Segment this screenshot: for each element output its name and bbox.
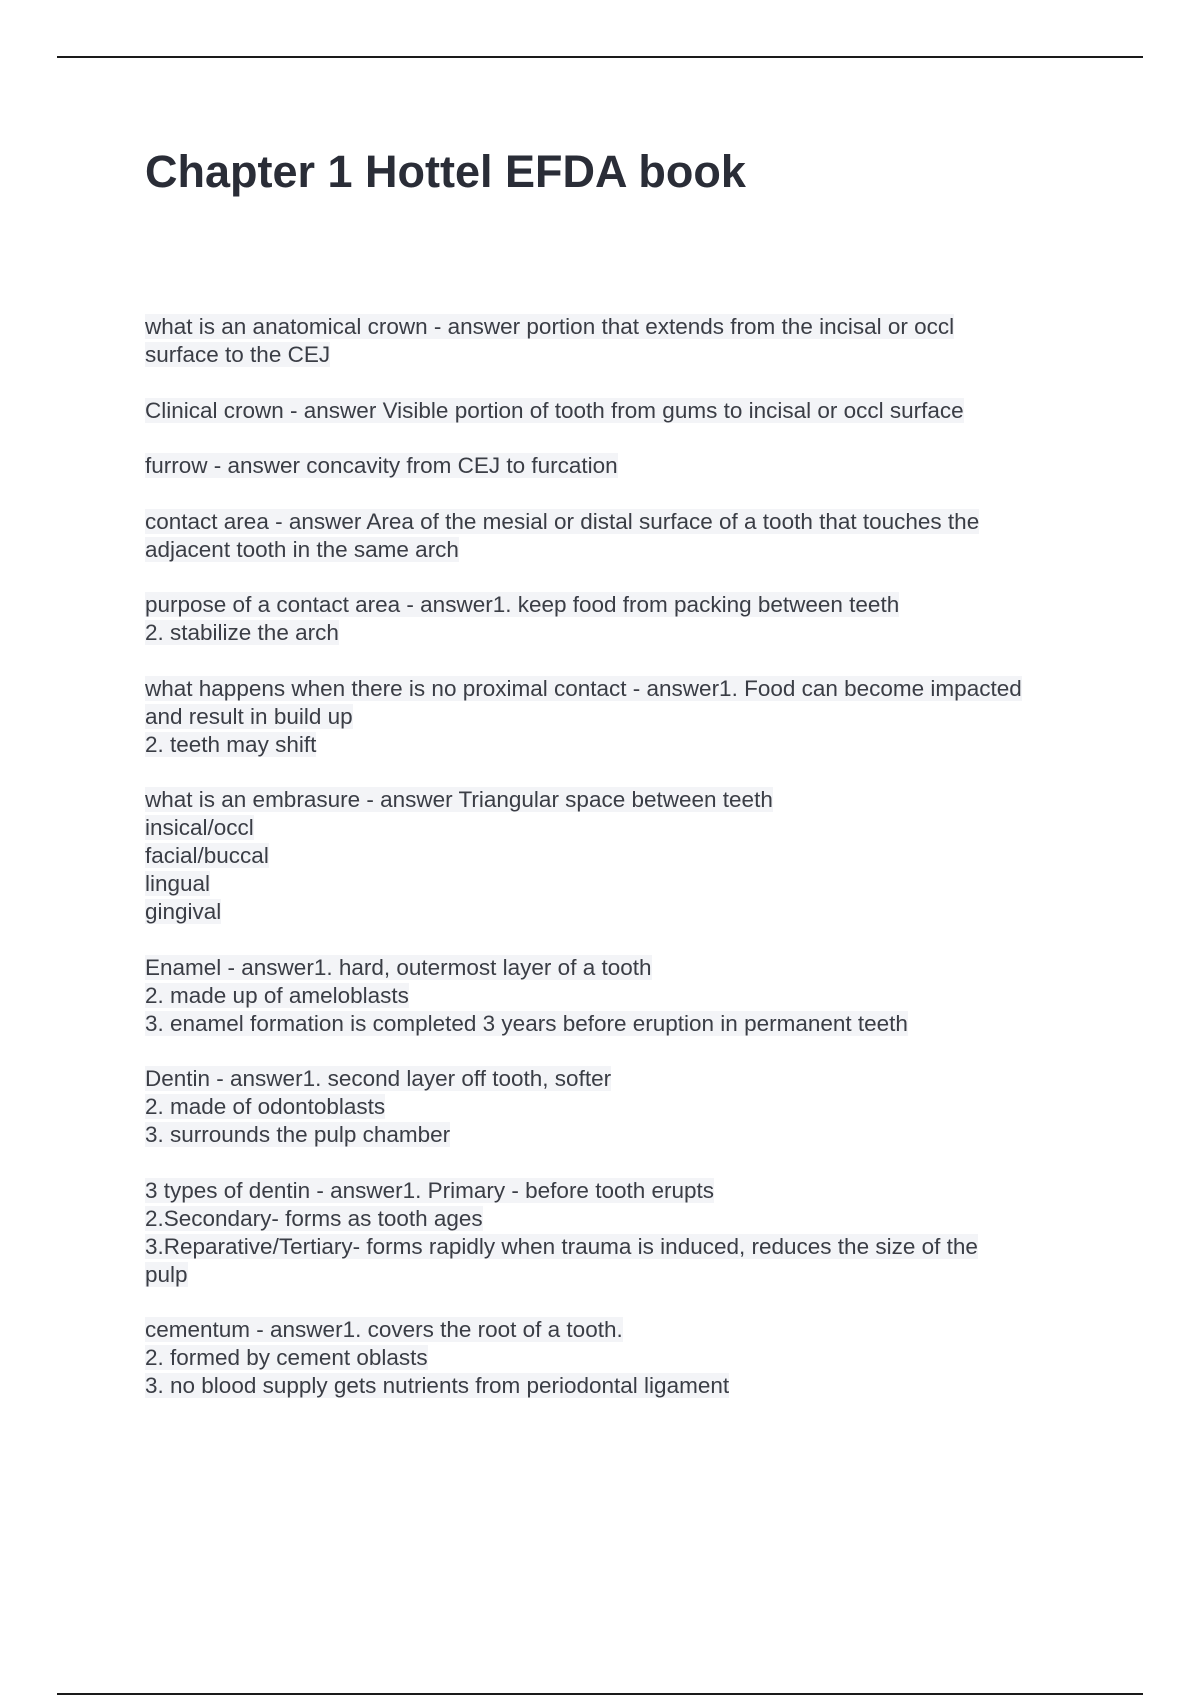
qa-line: facial/buccal [145,843,269,868]
qa-line: 3. no blood supply gets nutrients from periodontal ligament [145,1373,730,1398]
qa-line: 2. formed by cement oblasts [145,1345,428,1370]
qa-line: what is an anatomical crown - answer portion that extends from the incisal or occl [145,314,955,339]
qa-item [145,313,1100,369]
qa-item [145,591,1100,647]
qa-line: Dentin - answer1. second layer off tooth, softer [145,1066,612,1091]
qa-line: what is an embrasure - answer Triangular space between teeth [145,787,773,812]
bottom-divider [57,1693,1143,1695]
qa-line: 3.Reparative/Tertiary- forms rapidly when trauma is induced, reduces the size of the [145,1233,978,1259]
qa-line: pulp [145,1261,188,1287]
qa-item [145,1065,1100,1149]
qa-line: and result in build up [145,703,353,729]
qa-line: gingival [145,899,222,924]
qa-item [145,508,1100,564]
page-title: Chapter 1 Hottel EFDA book [145,146,746,197]
qa-item [145,786,1100,926]
qa-line: furrow - answer concavity from CEJ to furcation [145,453,618,478]
qa-item [145,452,1100,480]
qa-line: surface to the CEJ [145,342,331,367]
qa-line: contact area - answer Area of the mesial or distal surface of a tooth that touches the [145,508,980,534]
qa-line: cementum - answer1. covers the root of a tooth. [145,1317,623,1342]
qa-line: Clinical crown - answer Visible portion of tooth from gums to incisal or occl surface [145,397,964,423]
qa-line: Enamel - answer1. hard, outermost layer of a tooth [145,954,652,980]
qa-line: what happens when there is no proximal contact - answer1. Food can become impacted [145,675,1022,701]
qa-item [145,397,1100,425]
top-divider [57,56,1143,58]
qa-line: 2.Secondary- forms as tooth ages [145,1205,483,1231]
qa-line: purpose of a contact area - answer1. keep food from packing between teeth [145,592,900,617]
qa-item [145,954,1100,1038]
qa-line: 2. made up of ameloblasts [145,982,409,1008]
qa-line: 3. enamel formation is completed 3 years before eruption in permanent teeth [145,1010,908,1036]
qa-line: 2. stabilize the arch [145,620,339,645]
qa-line: 2. made of odontoblasts [145,1094,386,1119]
qa-item [145,1316,1100,1400]
qa-list [145,313,1100,1428]
qa-item [145,1177,1100,1289]
qa-line: 3 types of dentin - answer1. Primary - before tooth erupts [145,1177,715,1203]
qa-line: insical/occl [145,815,254,840]
qa-line: 3. surrounds the pulp chamber [145,1122,451,1147]
qa-line: lingual [145,871,211,896]
qa-line: adjacent tooth in the same arch [145,536,459,562]
qa-item [145,675,1100,759]
qa-line: 2. teeth may shift [145,731,317,757]
